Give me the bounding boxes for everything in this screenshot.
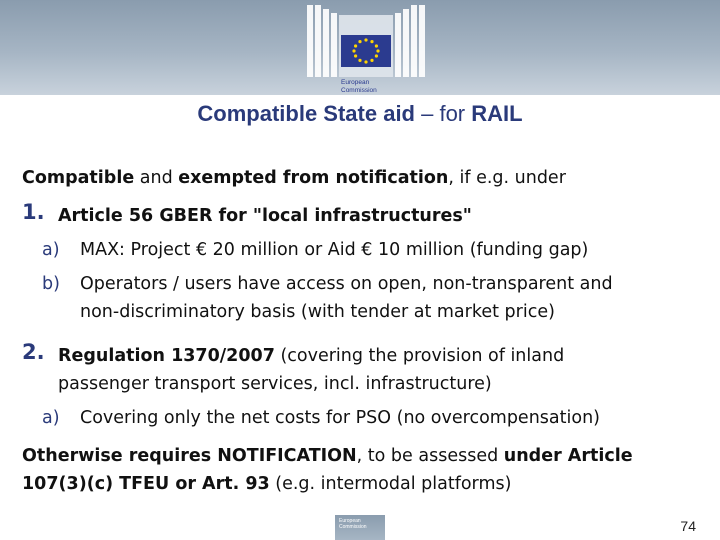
outro-line1 xyxy=(22,443,633,469)
footer-logo xyxy=(335,515,385,540)
intro-line xyxy=(22,165,566,191)
item1a-text: MAX: Project € 20 million or Aid € 10 million (funding gap) xyxy=(80,240,589,260)
footer-logo-text: European Commission xyxy=(339,518,367,530)
item2-number: 2. xyxy=(22,340,45,364)
outro-text1: , to be assessed xyxy=(356,446,504,466)
title-dash: – for xyxy=(415,101,472,126)
item1b-text2: non-discriminatory basis (with tender at market price) xyxy=(80,302,555,322)
item1-number: 1. xyxy=(22,200,45,224)
european-commission-logo xyxy=(303,5,429,95)
item1a-label: a) xyxy=(42,240,60,260)
intro-bold2: exempted from notification xyxy=(178,168,449,188)
logo-text-2: Commission xyxy=(341,87,377,94)
item2-line2: passenger transport services, incl. infrastructure) xyxy=(58,374,492,394)
title-part1: Compatible State aid xyxy=(197,101,415,126)
logo-text-1: European xyxy=(341,79,370,86)
page-number: 74 xyxy=(680,518,696,534)
intro-text2: , if e.g. under xyxy=(448,168,566,188)
item2a-text: Covering only the net costs for PSO (no overcompensation) xyxy=(80,408,600,428)
intro-text1: and xyxy=(134,168,179,188)
outro-text2: (e.g. intermodal platforms) xyxy=(269,474,512,494)
outro-bold2: under Article xyxy=(503,446,633,466)
slide-title xyxy=(0,101,720,127)
item1-text: Article 56 GBER for "local infrastructures" xyxy=(58,206,472,226)
item2a-label: a) xyxy=(42,408,60,428)
item2-bold: Regulation 1370/2007 xyxy=(58,346,275,366)
intro-bold1: Compatible xyxy=(22,168,135,188)
item1b-text1: Operators / users have access on open, non-transparent and xyxy=(80,274,613,294)
item2-line1 xyxy=(58,343,564,369)
item1b-label: b) xyxy=(42,274,60,294)
outro-bold1: Otherwise requires NOTIFICATION xyxy=(22,446,357,466)
title-part2: RAIL xyxy=(471,101,523,126)
outro-line2 xyxy=(22,471,511,497)
outro-bold3: 107(3)(c) TFEU or Art. 93 xyxy=(22,474,270,494)
item2-text1: (covering the provision of inland xyxy=(274,346,565,366)
